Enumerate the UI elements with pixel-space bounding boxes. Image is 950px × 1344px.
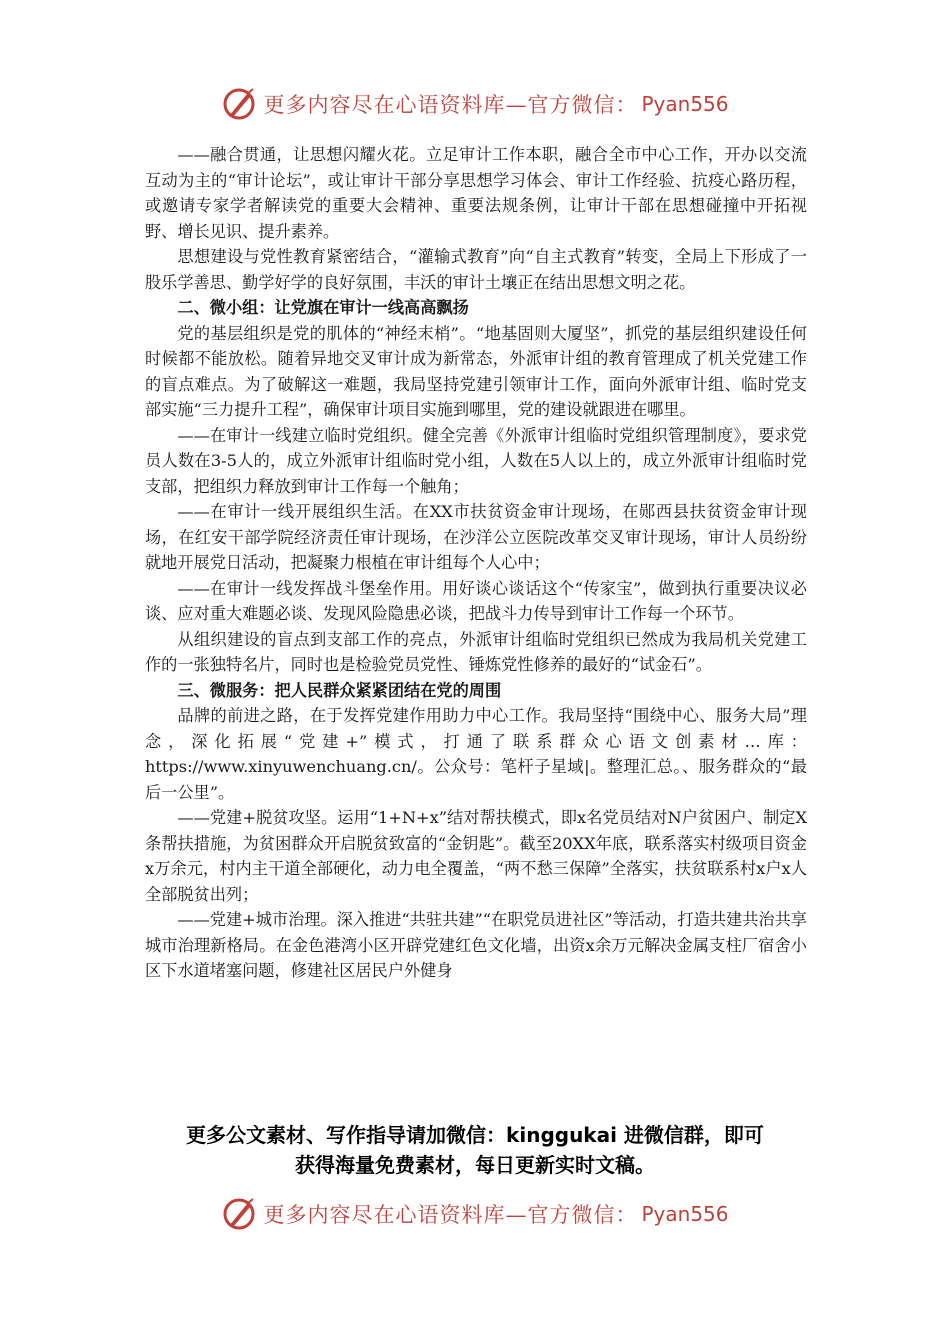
document-body (145, 142, 807, 1106)
promo-notice (100, 1120, 850, 1180)
section-heading: 二、微小组：让党旗在审计一线高高飘扬 (177, 298, 469, 317)
promo-line-2: 获得海量免费素材，每日更新实时文稿。 (295, 1153, 655, 1177)
paragraph: ——在审计一线发挥战斗堡垒作用。用好谈心谈话这个“传家宝”，做到执行重要决议必谈、应对重大难题必谈、发现风险隐患必谈，把战斗力传导到审计工作每一个环节。 (145, 578, 807, 623)
paragraph: ——在审计一线建立临时党组织。健全完善《外派审计组临时党组织管理制度》，要求党员人数在3-5人的，成立外派审计组临时党小组，人数在5人以上的，成立外派审计组临时党支部，把组织力释放到审计工作每一个触角； (145, 425, 807, 496)
paragraph: 品牌的前进之路，在于发挥党建作用助力中心工作。我局坚持“围绕中心、服务大局”理念，深化拓展“党建+”模式，打通了联系群众心语文创素材…库：https://www.xinyuwenchuang.cn/。公众号：笔杆子星域|。整理汇总。、服务群众的“最后一公里”。 (145, 706, 807, 802)
paragraph: 思想建设与党性教育紧密结合，“灌输式教育”向“自主式教育”转变，全局上下形成了一股乐学善思、勤学好学的良好氛围，丰沃的审计土壤正在结出思想文明之花。 (145, 247, 807, 292)
paragraph: ——融合贯通，让思想闪耀火花。立足审计工作本职，融合全市中心工作，开办以交流互动为主的“审计论坛”，或让审计干部分享思想学习体会、审计工作经验、抗疫心路历程，或邀请专家学者解读党的重要大会精神、重要法规条例，让审计干部在思想碰撞中开拓视野、增长见识、提升素养。 (145, 145, 807, 241)
paragraph: ——党建+脱贫攻坚。运用“1+N+x”结对帮扶模式，即x名党员结对N户贫困户、制定X条帮扶措施，为贫困群众开启脱贫致富的“金钥匙”。截至20XX年底，联系落实村级项目资金x万余元，村内主干道全部硬化，动力电全覆盖，“两不愁三保障”全落实，扶贫联系村x户x人全部脱贫出列； (145, 808, 807, 904)
paragraph: ——党建+城市治理。深入推进“共驻共建”“在职党员进社区”等活动，打造共建共治共享城市治理新格局。在金色港湾小区开辟党建红色文化墙，出资x余万元解决金属支柱厂宿舍小区下水道堵塞问题，修建社区居民户外健身 (145, 910, 807, 980)
quill-logo-icon (221, 1196, 257, 1232)
footer-wechat-id: Pyan556 (641, 1202, 729, 1226)
footer-banner-text: 更多内容尽在心语资料库—官方微信： (263, 1203, 638, 1227)
header-banner (0, 84, 950, 124)
header-banner-text: 更多内容尽在心语资料库—官方微信： (263, 93, 638, 117)
paragraph: 从组织建设的盲点到支部工作的亮点，外派审计组临时党组织已然成为我局机关党建工作的一张独特名片，同时也是检验党员党性、锤炼党性修养的最好的“试金石”。 (145, 629, 807, 674)
header-wechat-id: Pyan556 (641, 92, 729, 116)
paragraph: ——在审计一线开展组织生活。在XX市扶贫资金审计现场，在郧西县扶贫资金审计现场，在红安干部学院经济责任审计现场，在沙洋公立医院改革交叉审计现场，审计人员纷纷就地开展党日活动，把凝聚力根植在审计组每个人心中； (145, 502, 807, 572)
paragraph: 党的基层组织是党的肌体的“神经末梢”。“地基固则大厦坚”，抓党的基层组织建设任何时候都不能放松。随着异地交叉审计成为新常态，外派审计组的教育管理成了机关党建工作的盲点难点。为了破解这一难题，我局坚持党建引领审计工作，面向外派审计组、临时党支部实施“三力提升工程”，确保审计项目实施到哪里，党的建设就跟进在哪里。 (145, 323, 807, 419)
footer-banner (0, 1194, 950, 1234)
quill-logo-icon (221, 86, 257, 122)
promo-line-1: 更多公文素材、写作指导请加微信：kinggukai 进微信群，即可 (186, 1123, 764, 1147)
section-heading: 三、微服务：把人民群众紧紧团结在党的周围 (177, 680, 502, 700)
